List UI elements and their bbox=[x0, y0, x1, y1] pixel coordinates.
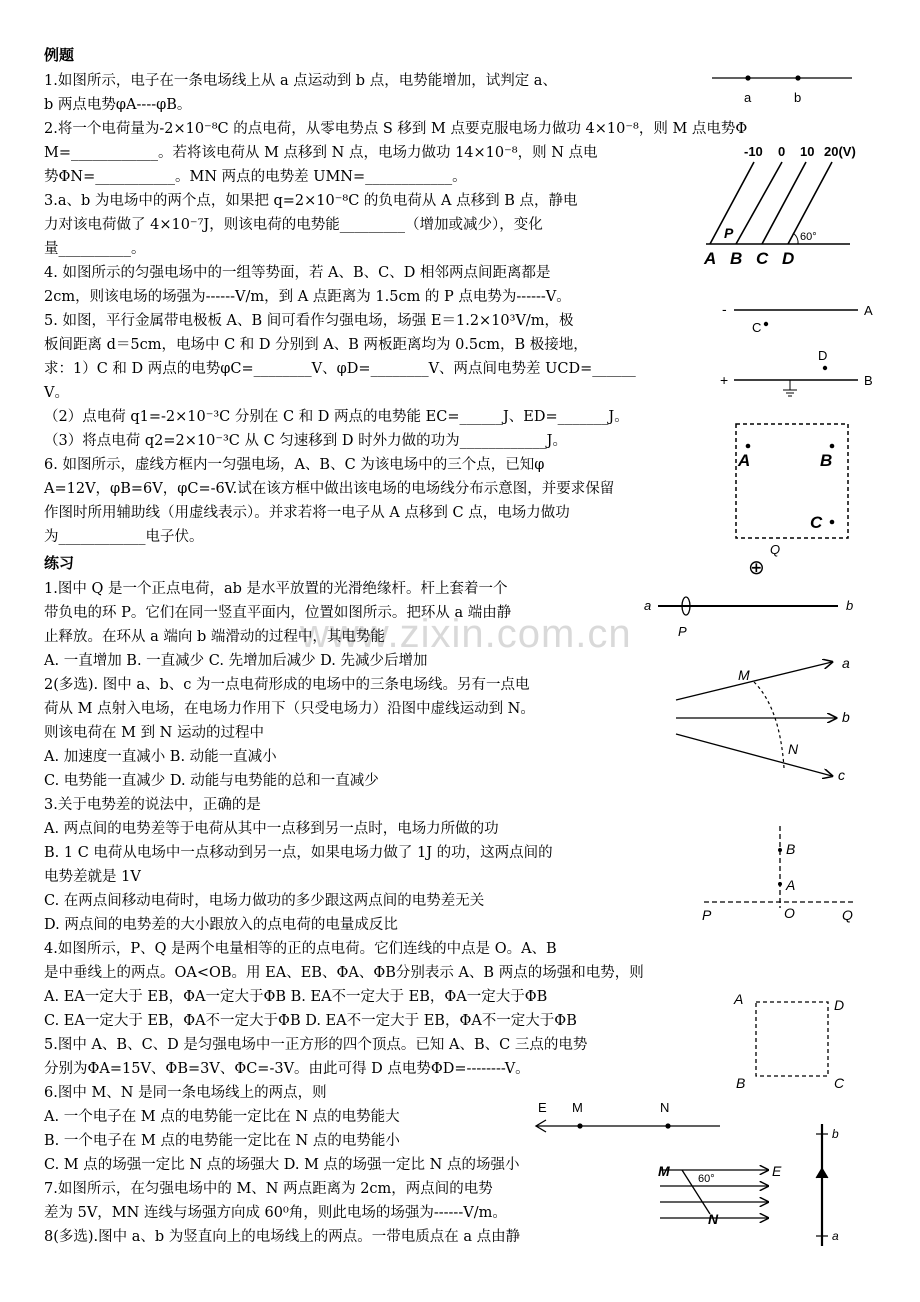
svg-text:E: E bbox=[772, 1163, 782, 1179]
text-line: A. 一直增加 B. 一直减少 C. 先增加后减少 D. 先减少后增加 bbox=[44, 653, 428, 669]
svg-text:D: D bbox=[818, 348, 828, 363]
svg-text:N: N bbox=[788, 741, 799, 757]
svg-text:A: A bbox=[864, 303, 873, 318]
text-line: C. 在两点间移动电荷时，电场力做功的多少跟这两点间的电势差无关 bbox=[44, 893, 485, 909]
text-line: 3.a、b 为电场中的两个点，如果把 q=2×10⁻⁸C 的负电荷从 A 点移到 B 点，静电 bbox=[44, 193, 578, 209]
text-line: 5. 如图，平行金属带电极板 A、B 间可看作匀强电场，场强 E＝1.2×10³V/m，极 bbox=[44, 313, 574, 329]
text-line: 1.图中 Q 是一个正点电荷，ab 是水平放置的光滑绝缘杆。杆上套着一个 bbox=[44, 581, 508, 597]
svg-text:b: b bbox=[846, 598, 854, 613]
svg-text:C: C bbox=[834, 1075, 845, 1091]
svg-text:B: B bbox=[736, 1075, 746, 1091]
svg-text:B: B bbox=[730, 249, 743, 268]
text-line: 则该电荷在 M 到 N 运动的过程中 bbox=[44, 725, 264, 741]
figure-three-field-lines bbox=[672, 656, 872, 790]
text-line: V。 bbox=[44, 385, 69, 401]
text-line: 5.图中 A、B、C、D 是匀强电场中一正方形的四个顶点。已知 A、B、C 三点的电势 bbox=[44, 1037, 588, 1053]
svg-text:a: a bbox=[842, 655, 850, 671]
text-line: 3.关于电势差的说法中，正确的是 bbox=[44, 797, 261, 813]
text-line: D. 两点间的电势差的大小跟放入的点电荷的电量成反比 bbox=[44, 917, 398, 933]
text-line: B. 一个电子在 M 点的电势能一定比在 N 点的电势能小 bbox=[44, 1133, 400, 1149]
text-line: 6.图中 M、N 是同一条电场线上的两点，则 bbox=[44, 1085, 327, 1101]
svg-text:N: N bbox=[660, 1100, 670, 1115]
svg-text:b: b bbox=[842, 709, 850, 725]
text-line: 分别为ΦA=15V、ΦB=3V、ΦC=-3V。由此可得 D 点电势ΦD=--------V。 bbox=[44, 1061, 530, 1077]
label-b: b bbox=[794, 90, 802, 105]
text-line: A. 加速度一直减小 B. 动能一直减小 bbox=[44, 749, 277, 765]
text-line: 2(多选). 图中 a、b、c 为一点电荷形成的电场中的三条电场线。另有一点电 bbox=[44, 677, 530, 693]
svg-text:D: D bbox=[782, 249, 795, 268]
text-line: C. EA一定大于 EB，ΦA不一定大于ΦB D. EA不一定大于 EB，ΦA不一定大于ΦB bbox=[44, 1013, 577, 1029]
text-line: A. EA一定大于 EB，ΦA一定大于ΦB B. EA不一定大于 EB，ΦA一定大于ΦB bbox=[44, 989, 548, 1005]
text-line: 2cm，则该电场的场强为------V/m，到 A 点距离为 1.5cm 的 P 点电势为------V。 bbox=[44, 289, 571, 305]
text-line: 电势差就是 1V bbox=[44, 869, 141, 885]
text-line: 4. 如图所示的匀强电场中的一组等势面，若 A、B、C、D 相邻两点间距离都是 bbox=[44, 265, 551, 281]
svg-text:A: A bbox=[704, 249, 717, 268]
svg-text:Q: Q bbox=[770, 542, 781, 557]
text-line: 带负电的环 P。它们在同一竖直平面内，位置如图所示。把环从 a 端由静 bbox=[44, 605, 512, 621]
svg-text:A: A bbox=[786, 877, 796, 893]
svg-text:O: O bbox=[784, 905, 795, 921]
svg-text:P: P bbox=[678, 624, 687, 639]
text-line: （3）将点电荷 q2=2×10⁻³C 从 C 匀速移到 D 时外力做的功为____________J。 bbox=[44, 433, 567, 449]
svg-text:N: N bbox=[708, 1211, 719, 1227]
svg-text:-: - bbox=[722, 301, 727, 317]
figure-field-line-ab bbox=[710, 66, 860, 114]
svg-text:M: M bbox=[572, 1100, 583, 1115]
svg-text:b: b bbox=[832, 1127, 839, 1141]
text-line: 4.如图所示，P、Q 是两个电量相等的正的点电荷。它们连线的中点是 O。A、B bbox=[44, 941, 557, 957]
text-line: 7.如图所示，在匀强电场中的 M、N 两点距离为 2cm，两点间的电势 bbox=[44, 1181, 493, 1197]
text-line: 8(多选).图中 a、b 为竖直向上的电场线上的两点。一带电质点在 a 点由静 bbox=[44, 1229, 521, 1245]
svg-text:a: a bbox=[644, 598, 652, 613]
positive-charge-icon: ⊕ bbox=[748, 557, 765, 579]
practice-heading: 练习 bbox=[44, 554, 75, 572]
text-line: C. M 点的场强一定比 N 点的场强大 D. M 点的场强一定比 N 点的场强小 bbox=[44, 1157, 520, 1173]
text-line: A. 两点间的电势差等于电荷从其中一点移到另一点时，电场力所做的功 bbox=[44, 821, 499, 837]
svg-text:M: M bbox=[738, 667, 750, 683]
text-line: M=____________。若将该电荷从 M 点移到 N 点，电场力做功 14×10⁻⁸，则 N 点电 bbox=[44, 145, 598, 161]
text-line: A=12V，φB=6V，φC=-6V.试在该方框中做出该电场的电场线分布示意图，并要求保留 bbox=[44, 481, 615, 497]
text-line: B. 1 C 电荷从电场中一点移动到另一点，如果电场力做了 1J 的功，这两点间的 bbox=[44, 845, 553, 861]
text-line: 求：1）C 和 D 两点的电势φC=________V、φD=________V、两点间电势差 UCD=______ bbox=[44, 361, 636, 377]
svg-text:10: 10 bbox=[800, 144, 815, 159]
svg-text:A: A bbox=[738, 451, 751, 470]
text-line: 6. 如图所示，虚线方框内一匀强电场，A、B、C 为该电场中的三个点，已知φ bbox=[44, 457, 545, 473]
svg-text:B: B bbox=[786, 841, 796, 857]
text-line: 是中垂线上的两点。OA<OB。用 EA、EB、ΦA、ΦB分别表示 A、B 两点的场强和电势，则 bbox=[44, 965, 644, 981]
text-line: C. 电势能一直减少 D. 动能与电势能的总和一直减少 bbox=[44, 773, 379, 789]
figure-uniform-field-60 bbox=[654, 1156, 794, 1232]
figure-field-line-mn bbox=[530, 1098, 730, 1148]
text-line: 1.如图所示，电子在一条电场线上从 a 点运动到 b 点，电势能增加，试判定 a、 bbox=[44, 73, 557, 89]
svg-text:C: C bbox=[752, 320, 762, 335]
figure-charge-q bbox=[744, 540, 784, 584]
svg-text:-10: -10 bbox=[744, 144, 763, 159]
label-a: a bbox=[744, 90, 752, 105]
svg-text:M: M bbox=[658, 1163, 670, 1179]
text-line: 2.将一个电荷量为-2×10⁻⁸C 的点电荷，从零电势点 S 移到 M 点要克服电场力做功 4×10⁻⁸，则 M 点电势Φ bbox=[44, 121, 748, 137]
figure-square-abcd bbox=[730, 988, 860, 1100]
text-line: b 两点电势φA----φB。 bbox=[44, 97, 192, 113]
svg-text:B: B bbox=[820, 451, 833, 470]
svg-text:C: C bbox=[810, 513, 823, 532]
svg-text:E: E bbox=[538, 1100, 547, 1115]
svg-text:A: A bbox=[734, 991, 744, 1007]
text-line: （2）点电荷 q1=-2×10⁻³C 分别在 C 和 D 两点的电势能 EC=______J、ED=_______J。 bbox=[44, 409, 629, 425]
svg-text:c: c bbox=[838, 767, 845, 783]
text-line: 为____________电子伏。 bbox=[44, 529, 204, 545]
angle-label: 60° bbox=[800, 231, 817, 243]
svg-text:20(V): 20(V) bbox=[824, 144, 856, 159]
svg-text:B: B bbox=[864, 373, 873, 388]
figure-two-charges bbox=[700, 822, 870, 936]
text-line: 量__________。 bbox=[44, 241, 146, 257]
text-line: 势ΦN=___________。MN 两点的电势差 UMN=____________。 bbox=[44, 169, 467, 185]
text-line: A. 一个电子在 M 点的电势能一定比在 N 点的电势能大 bbox=[44, 1109, 400, 1125]
figure-dashed-box bbox=[732, 420, 862, 550]
svg-text:C: C bbox=[756, 249, 769, 268]
text-line: 力对该电荷做了 4×10⁻⁷J，则该电荷的电势能_________（增加或减少），变化 bbox=[44, 217, 543, 233]
figure-equipotentials bbox=[700, 140, 890, 276]
text-line: 作图时所用辅助线（用虚线表示）。并求若将一电子从 A 点移到 C 点，电场力做功 bbox=[44, 505, 570, 521]
text-line: 荷从 M 点射入电场，在电场力作用下（只受电场力）沿图中虚线运动到 N。 bbox=[44, 701, 535, 717]
figure-parallel-plates bbox=[710, 296, 890, 410]
svg-text:P: P bbox=[702, 907, 712, 923]
svg-text:60°: 60° bbox=[698, 1173, 715, 1185]
svg-text:0: 0 bbox=[778, 144, 786, 159]
text-line: 差为 5V，MN 连线与场强方向成 60⁰角，则此电场的场强为------V/m。 bbox=[44, 1205, 507, 1221]
figure-rod-ring bbox=[640, 592, 870, 648]
svg-text:Q: Q bbox=[842, 907, 853, 923]
text-line: 止释放。在环从 a 端向 b 端滑动的过程中，其电势能 bbox=[44, 629, 385, 645]
svg-text:+: + bbox=[720, 372, 729, 388]
svg-text:D: D bbox=[834, 997, 845, 1013]
watermark: www.zixin.com.cn bbox=[300, 612, 632, 656]
svg-text:a: a bbox=[832, 1229, 839, 1243]
example-heading: 例题 bbox=[44, 46, 75, 64]
text-line: 板间距离 d＝5cm，电场中 C 和 D 分别到 A、B 两板距离均为 0.5cm，B 极接地， bbox=[44, 337, 588, 353]
figure-vertical-field-line bbox=[806, 1120, 852, 1254]
svg-text:P: P bbox=[724, 225, 734, 241]
